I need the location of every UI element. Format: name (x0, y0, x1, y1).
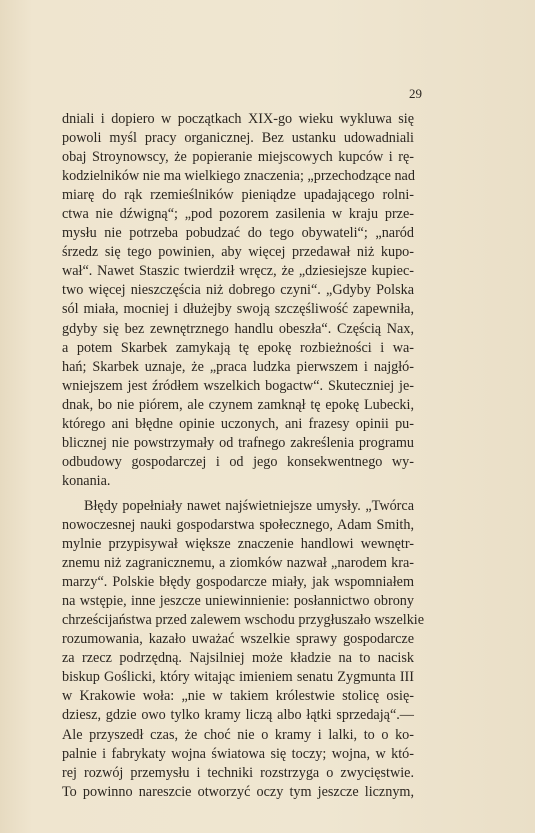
text-line: dziesz, gdzie owo tylko kramy liczą albo łątki sprzedają“.— (62, 707, 414, 724)
text-line: za rzecz podrzędną. Najsilniej może kładzie na to nacisk (62, 650, 414, 667)
paragraph-1 (62, 110, 414, 491)
text-line: miarę do rąk rzemieślników pieniądze upadającego rolni- (62, 187, 414, 204)
body-text (62, 110, 425, 802)
paragraph-2 (62, 497, 425, 802)
text-line: obaj Stroynowscy, że popieranie miejscowych kupców i rę- (62, 149, 414, 166)
text-line: mylnie przypisywał większe znaczenie handlowi wewnętr- (62, 536, 414, 553)
text-line: rej rozwój przemysłu i techniki rozstrzyga o zwycięstwie. (62, 764, 414, 781)
text-line: na wstępie, inne jeszcze uniewinnienie: posłannictwo obrony (62, 593, 414, 610)
text-line: chrześcijaństwa przed zalewem wschodu przygłuszało wszelkie (62, 612, 425, 629)
text-line: wał“. Nawet Staszic twierdził wręcz, że „dziesiejsze kupiec- (62, 263, 414, 280)
text-line: nowoczesnej nauki gospodarstwa społecznego, Adam Smith, (62, 516, 414, 533)
text-line: Błędy popełniały nawet najświetniejsze umysły. „Twórca (84, 497, 414, 514)
text-line: blicznej nie powstrzymały od trafnego zakreślenia programu (62, 434, 414, 451)
page-number: 29 (409, 86, 422, 101)
text-line: gdyby się bez zewnętrznego handlu obeszła“. Częścią Nax, (62, 320, 414, 337)
text-line: marzy“. Polskie błędy gospodarcze miały, jak wspomniałem (62, 574, 414, 591)
text-line: hań; Skarbek uznaje, że „praca ludzka pierwszem i najgłó- (62, 358, 414, 375)
text-line: którego ani błędne opinie uczonych, ani frazesy opinii pu- (62, 415, 414, 432)
text-line: wniejszem jest źródłem wszelkich bogactw“. Skuteczniej je- (62, 377, 414, 394)
text-line: konania. (62, 472, 111, 489)
text-line: kodzielników nie ma wielkiego znaczenia; „przechodzące nad (62, 168, 415, 185)
text-line: a potem Skarbek zamykają tę epokę rozbieżności i wa- (62, 339, 414, 356)
text-line: Ale przyszedł czas, że choć nie o kramy i lalki, to o ko- (62, 726, 414, 743)
text-line: rozumowania, kazało uważać wszelkie sprawy gospodarcze (62, 631, 414, 648)
text-line: sól miała, mocniej i dłużejby swoją szczęśliwość zapewniła, (62, 301, 414, 318)
text-line: ctwa nie dźwigną“; „pod pozorem zasilenia w kraju prze- (62, 206, 414, 223)
text-line: znemu niż zagranicznemu, a ziomków nazwał „narodem kra- (62, 555, 414, 572)
text-line: odbudowy gospodarczej i od jego konsekwentnego wy- (62, 453, 414, 470)
text-line: dniali i dopiero w początkach XIX-go wieku wykluwa się (62, 111, 414, 127)
text-line: two więcej nieszczęścia niż dobrego czyni“. „Gdyby Polska (62, 282, 414, 299)
text-line: powoli myśl pracy organicznej. Bez ustanku udowadniali (62, 130, 414, 147)
text-line: mysłu nie potrzeba pobudzać do tego obywateli“; „naród (62, 225, 414, 242)
text-line: śrzedz się tego powinien, aby więcej przedawał niż kupo- (62, 244, 414, 261)
text-line: palnie i fabrykaty wojna światowa się toczy; wojna, w któ- (62, 745, 414, 762)
text-line: To powinno nareszcie otworzyć oczy tym jeszcze licznym, (62, 783, 414, 800)
text-line: w Krakowie woła: „nie w takiem królestwie stolicę osię- (62, 688, 414, 705)
text-line: biskup Goślicki, który witając imieniem senatu Zygmunta III (62, 669, 414, 686)
text-line: dnak, bo nie piórem, ale czynem zamknął tę epokę Lubecki, (62, 396, 414, 413)
